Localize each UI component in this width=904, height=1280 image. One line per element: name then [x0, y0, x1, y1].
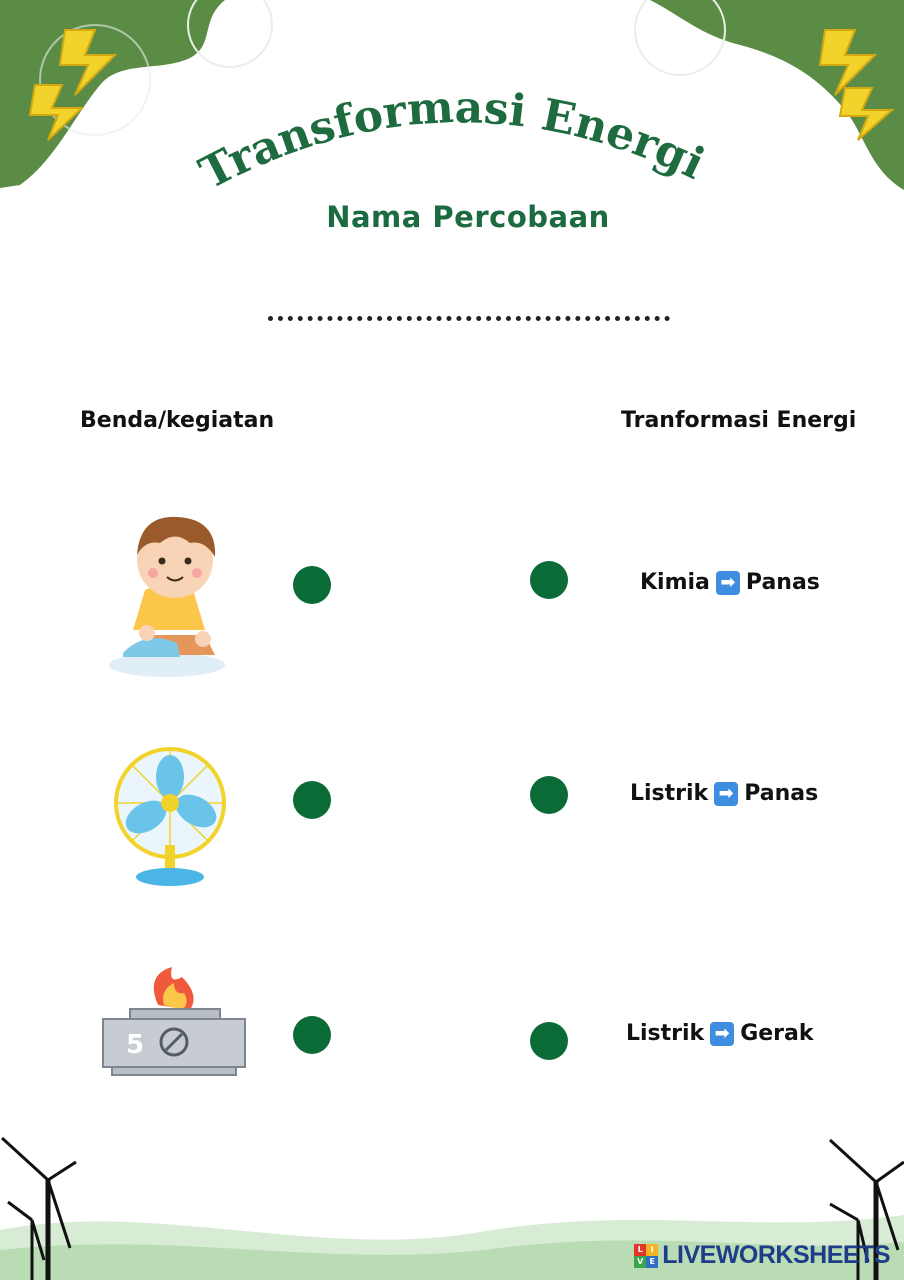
transformation-label-1 — [640, 570, 820, 595]
match-dot-left-2[interactable] — [293, 781, 331, 819]
energy-to: Panas — [745, 570, 820, 595]
stove-number: 5 — [126, 1030, 145, 1060]
electric-fan-icon — [110, 745, 230, 890]
title-text: Transformasi Energi — [191, 81, 713, 200]
energy-to: Gerak — [740, 1021, 814, 1046]
liveworksheets-logo — [634, 1241, 890, 1270]
match-dot-left-1[interactable] — [293, 566, 331, 604]
energy-from: Kimia — [640, 570, 710, 595]
energy-to: Panas — [744, 781, 819, 806]
name-blank-line[interactable] — [268, 316, 670, 321]
match-dot-right-1[interactable] — [530, 561, 568, 599]
svg-text:Transformasi Energi — [192, 82, 712, 200]
column-header-activity: Benda/kegiatan — [80, 408, 275, 433]
page-title — [180, 70, 720, 210]
brand-text: LIVEWORKSHEETS — [662, 1241, 890, 1269]
column-header-transformation: Tranformasi Energi — [621, 408, 857, 433]
match-dot-right-2[interactable] — [530, 776, 568, 814]
transformation-label-2 — [630, 781, 818, 806]
right-arrow-icon: ➡ — [714, 782, 738, 806]
transformation-label-3 — [626, 1021, 814, 1046]
boy-ironing-icon — [105, 505, 235, 680]
energy-from: Listrik — [626, 1021, 705, 1046]
match-dot-left-3[interactable] — [293, 1016, 331, 1054]
right-arrow-icon: ➡ — [710, 1022, 734, 1046]
right-arrow-icon: ➡ — [716, 571, 740, 595]
energy-from: Listrik — [630, 781, 709, 806]
subtitle: Nama Percobaan — [326, 200, 610, 234]
match-dot-right-3[interactable] — [530, 1022, 568, 1060]
brand-mark-icon: L I V E — [634, 1244, 658, 1268]
gas-stove-icon — [100, 965, 248, 1080]
